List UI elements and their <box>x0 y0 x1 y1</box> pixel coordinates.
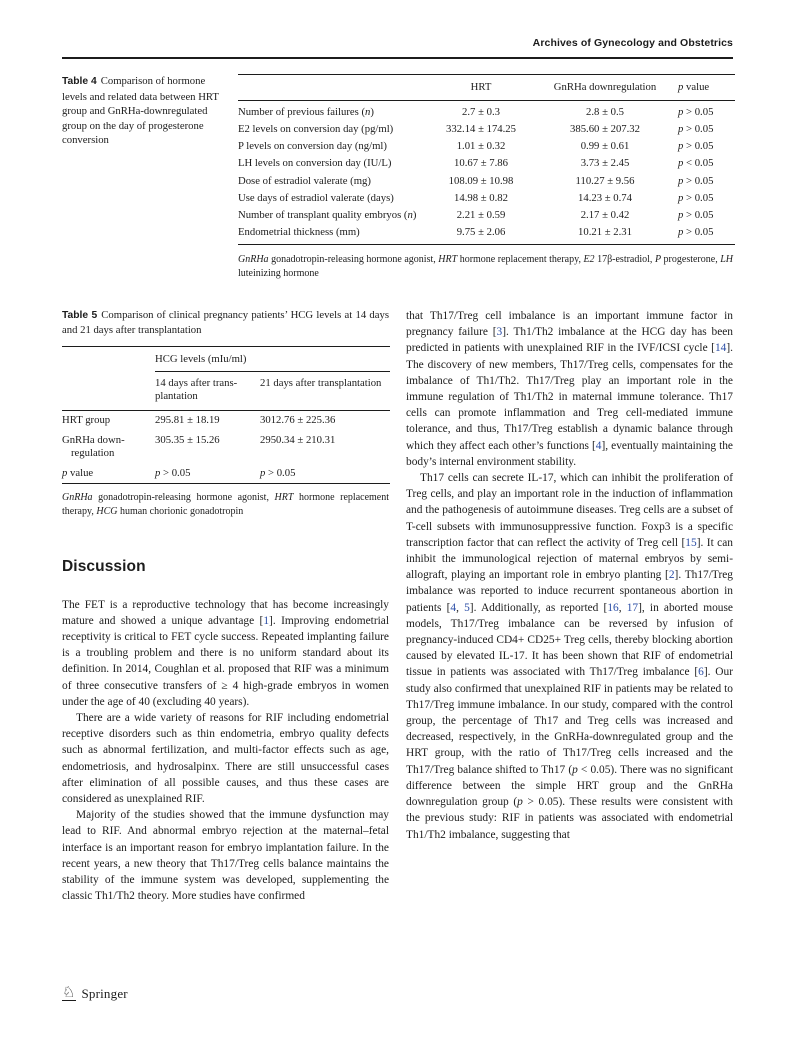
table5-caption-label: Table 5 <box>62 310 98 321</box>
paragraph: Majority of the studies showed that the immune dysfunction may lead to RIF. And abnormal embryo rejection at the maternal–fetal interface is an important reason for embryo implantation failure. In the recent years, a new theory that Th17/Treg cells balance maintains the stability of the immune system was developed, supplementing the classic Th1/Th2 theory. More studies have confirmed <box>62 809 389 903</box>
table-cell: 2.21 ± 0.59 <box>456 209 506 222</box>
table-cell: 110.27 ± 9.56 <box>575 174 635 187</box>
table-cell: E2 levels on conversion day (pg/ml) <box>238 122 394 135</box>
table4-caption <box>62 74 228 148</box>
table-row <box>62 411 390 431</box>
table-header-cell: p value <box>678 75 735 101</box>
citation-link[interactable]: 4 <box>450 601 457 614</box>
table-cell: 9.75 ± 2.06 <box>456 226 506 239</box>
table5 <box>62 346 390 484</box>
table-header-row <box>62 347 390 372</box>
table-cell: Number of previous failures (n) <box>238 105 374 118</box>
citation-link[interactable]: 6 <box>698 666 704 679</box>
two-column-body <box>62 308 733 904</box>
table-row <box>62 464 390 484</box>
table-cell: GnRHa down-regulation <box>62 434 125 460</box>
table-cell: 10.21 ± 2.31 <box>578 226 632 239</box>
table4-wrap <box>238 74 733 280</box>
citation-link[interactable]: 15 <box>685 536 697 549</box>
paragraph: Th17 cells can secrete IL-17, which can inhibit the proliferation of Treg cells, and play an important role in the induction of inflammation and the pathogenesis of autoimmune diseases. Treg cells are a subset of T-cell subsets with immunosuppressive function. Foxp3 is a specific transcription factor that can reflect the activity of Treg cell [15]. It can inhibit the immunological rejection of maternal embryos by semi-allograft, playing an important role in embryo planting [2]. Th17/Treg imbalance was reported to induce recurrent spontaneous abortion in patients [4, 5]. Additionally, as reported [16, 17], in aborted mouse models, Th17/Treg imbalance can be reversed by infusion of pregnancy-induced CD4+ CD25+ Treg cells, thereby blocking abortion caused by elevated IL-17. It has been shown that RIF of endometrial tissue in patients was associated with Th17/Treg imbalance [6]. Our study also confirmed that unexplained RIF in patients may be related to Th17/Treg immune imbalance. In our study, compared with the control group, the percentage of Th17 and Treg cells was increased and decreased, respectively, in the GnRHa-downregulated group and the HRT group, with the ratio of Th17/Treg cells increased and the Th17/Treg balance shifted to Th17 (p < 0.05). There was no significant difference between the simple HRT group and the GnRHa downregulation group (p > 0.05). These results were consistent with the previous study: RIF in patients was associated with endometrial Th1/Th2 imbalance, suggesting that <box>406 472 734 841</box>
table-cell: p value <box>62 466 94 479</box>
table-row <box>238 207 735 224</box>
citation-link[interactable]: 1 <box>263 614 270 627</box>
table-subheader-row <box>62 372 390 411</box>
header-rule <box>62 57 733 59</box>
table-row <box>238 172 735 189</box>
right-column <box>406 308 733 904</box>
springer-horse-icon: ♘ <box>62 983 76 1001</box>
table4-caption-text: Comparison of hormone levels and related data between HRT group and GnRHa-downregulated group on the day of progesterone conversion <box>62 75 219 147</box>
table-cell: Number of transplant quality embryos (n) <box>238 209 417 222</box>
table-cell: 1.01 ± 0.32 <box>456 140 506 153</box>
table-header-row <box>238 75 735 101</box>
table-header-cell: HRT <box>430 75 532 101</box>
table-header-cell <box>62 372 155 411</box>
table-cell: 10.67 ± 7.86 <box>454 157 508 170</box>
table-cell: 2.17 ± 0.42 <box>580 209 630 222</box>
table-cell: Endometrial thickness (mm) <box>238 226 360 239</box>
table-header-cell <box>62 347 155 372</box>
table-cell: 14.98 ± 0.82 <box>454 191 508 204</box>
table-cell: 0.99 ± 0.61 <box>580 140 630 153</box>
table5-caption <box>62 308 389 338</box>
table-cell: 3.73 ± 2.45 <box>580 157 630 170</box>
table-row <box>238 120 735 137</box>
table-row <box>238 155 735 172</box>
journal-running-head: Archives of Gynecology and Obstetrics <box>532 37 733 49</box>
table-cell: p > 0.05 <box>678 209 714 222</box>
paragraph: There are a wide variety of reasons for RIF including endometrial receptive disorders such as thin endometria, embryo quality defects such as abnormal fertilization, and multi-factor effects such as age, endometriosis, and hydrosalpinx. There are still unsuccessful cases after elimination of all possible causes, and thus these cases are considered as unexplained RIF. <box>62 711 389 805</box>
publisher-name: Springer <box>81 986 128 1001</box>
table-cell: p > 0.05 <box>260 466 296 479</box>
table5-body <box>62 411 390 484</box>
citation-link[interactable]: 16 <box>607 601 619 614</box>
table-header-cell: 14 days after trans-plantation <box>155 372 260 411</box>
publisher-footer <box>62 985 128 1001</box>
table-cell: 2.8 ± 0.5 <box>586 105 624 118</box>
table-cell: LH levels on conversion day (IU/L) <box>238 157 392 170</box>
citation-link[interactable]: 14 <box>714 342 727 355</box>
table-cell: Use days of estradiol valerate (days) <box>238 191 394 204</box>
table-cell: P levels on conversion day (ng/ml) <box>238 140 387 153</box>
table-cell: 14.23 ± 0.74 <box>578 191 632 204</box>
table-cell: 305.35 ± 15.26 <box>155 434 220 447</box>
table-cell: 2950.34 ± 210.31 <box>260 434 336 447</box>
table-header-cell: GnRHa downregulation <box>532 75 678 101</box>
citation-link[interactable]: 17 <box>626 601 639 614</box>
table-cell: p > 0.05 <box>678 174 714 187</box>
table5-caption-text: Comparison of clinical pregnancy patients’ HCG levels at 14 days and 21 days after transplantation <box>62 309 389 336</box>
table-row <box>238 138 735 155</box>
citation-link[interactable]: 2 <box>668 569 675 582</box>
table4-section <box>62 74 733 280</box>
table-cell: 385.60 ± 207.32 <box>570 122 640 135</box>
table4-caption-label: Table 4 <box>62 76 97 87</box>
table-cell: 295.81 ± 18.19 <box>155 414 220 427</box>
table-header-cell: 21 days after transplantation <box>260 372 390 411</box>
table-cell: p > 0.05 <box>678 140 714 153</box>
discussion-right-paragraphs <box>406 308 733 843</box>
citation-link[interactable]: 3 <box>496 326 503 339</box>
discussion-left-paragraphs <box>62 597 389 905</box>
table-row <box>238 224 735 244</box>
left-column <box>62 308 389 904</box>
table-cell: p > 0.05 <box>155 466 191 479</box>
table-cell: p > 0.05 <box>678 105 714 118</box>
table-header-cell <box>238 75 430 101</box>
table5-head <box>62 347 390 411</box>
paragraph: that Th17/Treg cell imbalance is an important immune factor in pregnancy failure [3]. Th1/Th2 imbalance at the HCG day has been predicted in patients with unexplained RIF in the IVF/ICSI cycle [14]. The discovery of new members, Th17/Treg cells, compensates for the imbalance of Th1/Th2. Th17/Treg play an important role in the immune regulation of Th1/Th2 in maternal immune tolerance. Th17 cells can promote inflammation and Treg cell-mediated immune tolerance, and thus, Th17/Treg establish a dynamic balance through which they affect each other’s functions [4], eventually maintaining the body’s internal environment stability. <box>406 310 733 468</box>
table4-footnote: GnRHa gonadotropin-releasing hormone agonist, HRT hormone replacement therapy, E2 17β-estradiol, P progesterone, LH luteinizing hormone <box>238 253 733 279</box>
table-row <box>62 431 390 464</box>
table-cell: 3012.76 ± 225.36 <box>260 414 336 427</box>
table-cell: 332.14 ± 174.25 <box>446 122 516 135</box>
table-row <box>238 100 735 120</box>
table-cell: p > 0.05 <box>678 191 714 204</box>
table5-section <box>62 308 389 519</box>
table4-head <box>238 75 735 101</box>
paragraph: The FET is a reproductive technology that has become increasingly mature and showed a unique advantage [1]. Improving endometrial receptivity is critical to FET cycle success. Repeated implanting failure is a troubling problem and there is no uniform standard about its definition. In 2014, Coughlan et al. proposed that RIF was a minimum of three consecutive transfers of ≥ 4 high-grade embryos in women under the age of 40 (excluding 40 years). <box>62 598 389 708</box>
table-cell: 2.7 ± 0.3 <box>462 105 500 118</box>
table-cell: p > 0.05 <box>678 226 714 239</box>
table-cell: Dose of estradiol valerate (mg) <box>238 174 371 187</box>
table4 <box>238 74 735 245</box>
table-cell: p < 0.05 <box>678 157 714 170</box>
table5-footnote: GnRHa gonadotropin-releasing hormone agonist, HRT hormone replacement therapy, HCG human chorionic gonadotropin <box>62 492 390 517</box>
table-cell: HRT group <box>62 414 111 427</box>
discussion-heading: Discussion <box>62 557 146 575</box>
table-cell: 108.09 ± 10.98 <box>448 174 514 187</box>
table-cell: p > 0.05 <box>678 122 714 135</box>
citation-link[interactable]: 4 <box>595 439 602 452</box>
table-header-cell: HCG levels (mIu/ml) <box>155 347 390 372</box>
table-row <box>238 190 735 207</box>
citation-link[interactable]: 5 <box>464 601 470 614</box>
table4-body <box>238 100 735 244</box>
